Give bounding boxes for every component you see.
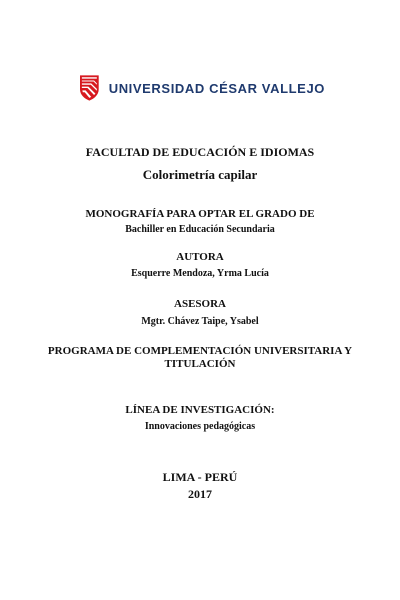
university-logo: [80, 60, 325, 116]
monograph-purpose: MONOGRAFÍA PARA OPTAR EL GRADO DE: [85, 208, 315, 220]
author-label: AUTORA: [176, 251, 224, 263]
author-name: Esquerre Mendoza, Yrma Lucía: [131, 268, 269, 279]
advisor-name: Mgtr. Chávez Taipe, Ysabel: [141, 316, 259, 327]
document-title: Colorimetría capilar: [142, 167, 258, 182]
year: 2017: [188, 487, 212, 501]
faculty-name: FACULTAD DE EDUCACIÓN E IDIOMAS: [85, 145, 315, 159]
program-line-2: TITULACIÓN: [164, 358, 236, 370]
degree-name: Bachiller en Educación Secundaria: [125, 224, 275, 235]
university-name: UNIVERSIDAD CÉSAR VALLEJO: [108, 80, 325, 96]
research-line-label: LÍNEA DE INVESTIGACIÓN:: [125, 404, 275, 416]
location: LIMA - PERÚ: [162, 470, 238, 484]
advisor-label: ASESORA: [174, 298, 226, 310]
program-line-1: PROGRAMA DE COMPLEMENTACIÓN UNIVERSITARIA Y: [47, 345, 353, 357]
research-line-value: Innovaciones pedagógicas: [144, 421, 256, 432]
ucv-shield-icon: [80, 61, 99, 115]
